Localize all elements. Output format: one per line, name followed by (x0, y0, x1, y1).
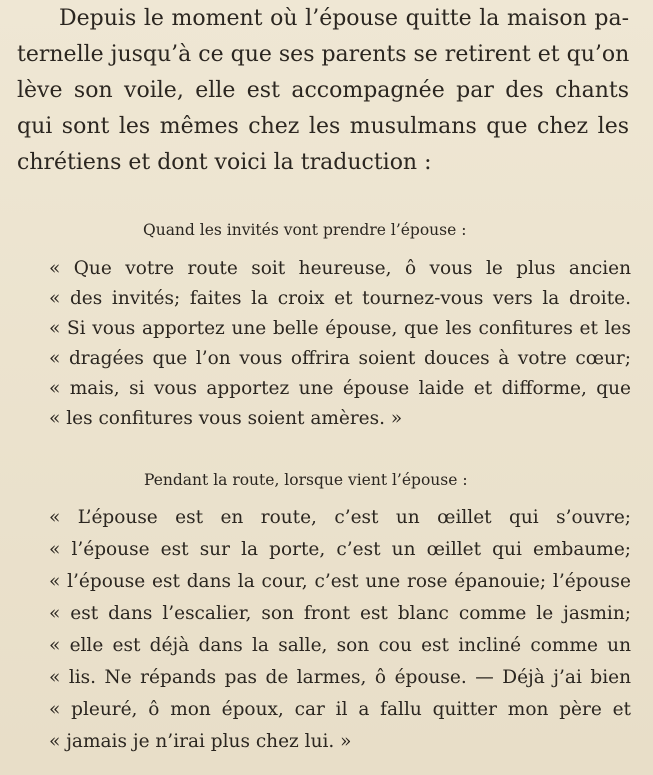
song-line: « L’épouse est en route, c’est un œillet qui s’ouvre; (49, 507, 631, 528)
intro-line: lève son voile, elle est accompagnée par des chants (17, 78, 629, 103)
song-line: « est dans l’escalier, son front est blanc comme le jasmin; (49, 603, 631, 624)
song-line: « des invités; faites la croix et tournez-vous vers la droite. (49, 288, 631, 309)
section-caption-invites: Quand les invités vont prendre l’épouse : (143, 221, 467, 239)
intro-line: chrétiens et dont voici la traduction : (17, 150, 432, 175)
song-line: « pleuré, ô mon époux, car il a fallu quitter mon père et (49, 699, 631, 720)
song-line: « l’épouse est dans la cour, c’est une rose épanouie; l’épouse (49, 571, 631, 592)
song-line: « mais, si vous apportez une épouse laide et difforme, que (49, 378, 631, 399)
intro-line: Depuis le moment où l’épouse quitte la maison pa- (59, 6, 629, 31)
song-line: « Si vous apportez une belle épouse, que les confitures et les (49, 318, 631, 339)
song-line: « jamais je n’irai plus chez lui. » (49, 731, 352, 752)
intro-line: ternelle jusqu’à ce que ses parents se retirent et qu’on (17, 42, 630, 67)
song-line: « lis. Ne répands pas de larmes, ô épouse. — Déjà j’ai bien (49, 667, 631, 688)
section-caption-route: Pendant la route, lorsque vient l’épouse : (144, 471, 468, 489)
song-line: « les confitures vous soient amères. » (49, 408, 403, 429)
song-line: « dragées que l’on vous offrira soient douces à votre cœur; (49, 348, 631, 369)
song-line: « elle est déjà dans la salle, son cou est incliné comme un (49, 635, 631, 656)
song-line: « Que votre route soit heureuse, ô vous le plus ancien (49, 258, 631, 279)
song-line: « l’épouse est sur la porte, c’est un œillet qui embaume; (49, 539, 631, 560)
intro-line: qui sont les mêmes chez les musulmans que chez les (17, 114, 629, 139)
